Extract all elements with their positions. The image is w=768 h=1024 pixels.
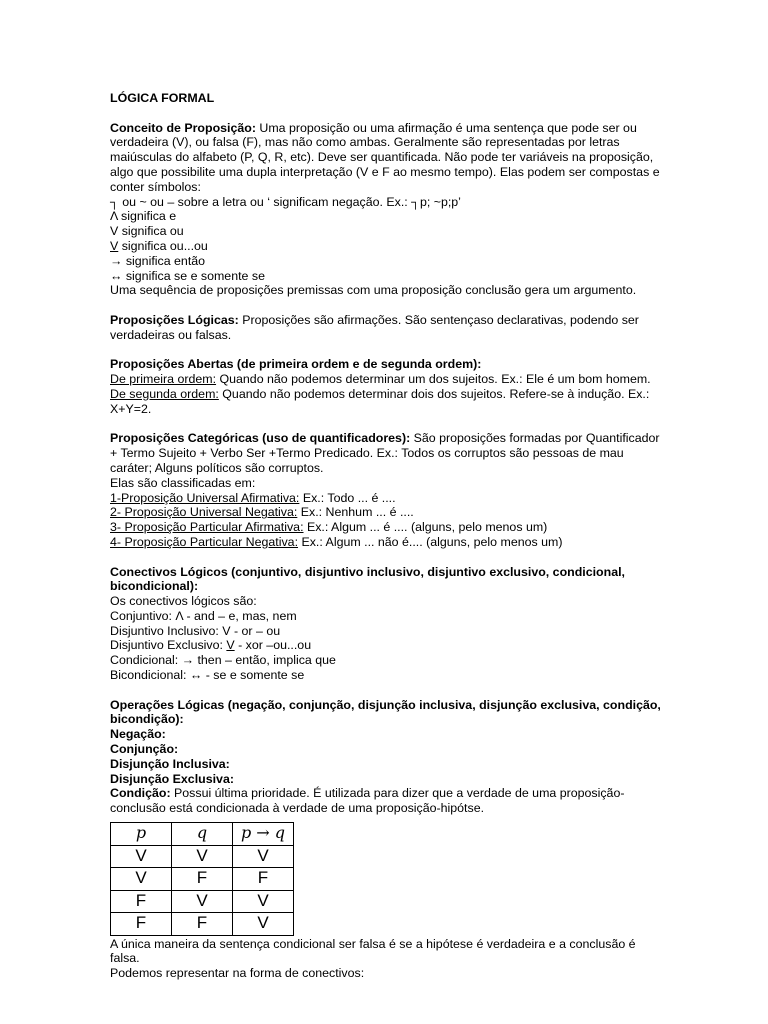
condicao-text: Possui última prioridade. É utilizada para dizer que a verdade de uma proposição-conclusão está condicionada à verdade de uma proposição-hipótse.	[110, 786, 625, 816]
section-conectivos-heading: Conectivos Lógicos (conjuntivo, disjuntivo inclusivo, disjuntivo exclusivo, condicional, bicondicional):	[110, 564, 625, 594]
section-categoricas	[110, 431, 662, 475]
conectivo-bicondicional: Bicondicional: ↔ - se e somente se	[110, 668, 305, 683]
excl-prefix: Disjuntivo Exclusivo:	[110, 638, 227, 653]
list-item-text: Ex.: Algum ... é .... (alguns, pelo menos um)	[303, 520, 548, 535]
section-heading: Conceito de Proposição:	[110, 120, 256, 135]
list-item-label: 2- Proposição Universal Negativa:	[110, 505, 298, 520]
conectivo-condicional: Condicional: → then – então, implica que	[110, 653, 336, 668]
section-heading: Proposições Lógicas:	[110, 312, 239, 327]
table-cell: V	[172, 890, 233, 913]
list-item	[110, 505, 662, 520]
second-order-text: Quando não podemos determinar dois dos sujeitos. Refere-se à indução. Ex.: X+Y=2.	[110, 386, 650, 416]
table-cell: V	[111, 868, 172, 891]
list-item	[110, 520, 662, 535]
section-logicas	[110, 313, 662, 343]
symbol-xor	[110, 239, 662, 254]
section-abertas-heading: Proposições Abertas (de primeira ordem e de segunda ordem):	[110, 357, 482, 372]
table-cell: F	[172, 913, 233, 936]
conectivo-conjuntivo: Conjuntivo: Λ - and – e, mas, nem	[110, 608, 297, 623]
list-item-label: 4- Proposição Particular Negativa:	[110, 534, 299, 549]
op-negacao: Negação:	[110, 727, 166, 742]
document-title: LÓGICA FORMAL	[110, 91, 215, 105]
table-cell: V	[233, 890, 294, 913]
document-page	[110, 91, 662, 981]
section-text: Uma proposição ou uma afirmação é uma sentença que pode ser ou verdadeira (V), ou falsa (F), mas não como ambas. Geralmente são representadas por letras maiúsculas do alfabeto (P, Q, R, etc). Deve ser quantificada. Não pode ter variáveis na proposição, algo que possibilite uma dupla interpretação (V e F ao mesmo tempo). Elas podem ser compostas e conter símbolos:	[110, 120, 660, 194]
conectivo-disjuntivo-exclusivo	[110, 638, 662, 653]
table-cell: V	[233, 913, 294, 936]
section-text: São proposições formadas por Quantificador + Termo Sujeito + Verbo Ser +Termo Predicado. Ex.: Todos os corruptos são pessoas de mau caráter; Alguns políticos são corruptos.	[110, 431, 660, 475]
table-header-cell: p	[111, 823, 172, 846]
symbol-negation: ┐ ou ~ ou – sobre a letra ou ‘ significam negação. Ex.: ┐p; ~p;p’	[110, 194, 461, 209]
section-operacoes-heading: Operações Lógicas (negação, conjunção, disjunção inclusiva, disjunção exclusiva, condição, bicondição):	[110, 697, 661, 727]
first-order-label: De primeira ordem:	[110, 372, 217, 387]
table-cell: F	[111, 890, 172, 913]
xor-symbol: V	[110, 238, 119, 253]
table-cell: V	[172, 845, 233, 868]
truth-table	[110, 822, 294, 936]
conectivos-intro: Os conectivos lógicos são:	[110, 594, 257, 609]
symbol-or: V significa ou	[110, 224, 184, 239]
second-order-label: De segunda ordem:	[110, 386, 219, 401]
table-row	[111, 890, 294, 913]
connectives-intro: Podemos representar na forma de conectivos:	[110, 966, 365, 981]
table-row	[111, 845, 294, 868]
op-condicao	[110, 786, 662, 816]
table-row	[111, 868, 294, 891]
table-cell: F	[172, 868, 233, 891]
table-row	[111, 913, 294, 936]
table-cell: V	[111, 845, 172, 868]
excl-suffix: - xor –ou...ou	[234, 638, 312, 653]
first-order-text: Quando não podemos determinar um dos sujeitos. Ex.: Ele é um bom homem.	[216, 372, 651, 387]
excl-symbol: V	[226, 638, 235, 653]
argument-sentence: Uma sequência de proposições premissas com uma proposição conclusão gera um argumento.	[110, 283, 637, 298]
conectivo-disjuntivo-inclusivo: Disjuntivo Inclusivo: V - or – ou	[110, 623, 281, 638]
op-conjuncao: Conjunção:	[110, 742, 179, 757]
section-heading: Proposições Categóricas (uso de quantificadores):	[110, 431, 411, 446]
xor-text: significa ou...ou	[118, 238, 208, 253]
op-disjuncao-inclusiva: Disjunção Inclusiva:	[110, 756, 230, 771]
symbol-implication: → significa então	[110, 253, 206, 268]
list-item	[110, 491, 662, 506]
section-conceito	[110, 121, 662, 195]
list-item	[110, 535, 662, 550]
list-item-label: 3- Proposição Particular Afirmativa:	[110, 520, 304, 535]
classified-intro: Elas são classificadas em:	[110, 475, 256, 490]
table-cell: F	[111, 913, 172, 936]
table-header-cell: q	[172, 823, 233, 846]
list-item-text: Ex.: Algum ... não é.... (alguns, pelo menos um)	[298, 534, 563, 549]
table-cell: F	[233, 868, 294, 891]
second-order	[110, 387, 662, 417]
op-disjuncao-exclusiva: Disjunção Exclusiva:	[110, 771, 234, 786]
first-order	[110, 372, 662, 387]
table-header-cell: p → q	[233, 823, 294, 846]
table-cell: V	[233, 845, 294, 868]
condicao-label: Condição:	[110, 786, 171, 801]
table-header-row	[111, 823, 294, 846]
symbol-biconditional: ↔ significa se e somente se	[110, 268, 265, 283]
symbol-and: Λ significa e	[110, 209, 177, 224]
section-text: Proposições são afirmações. São sentençaso declarativas, podendo ser verdadeiras ou falsas.	[110, 312, 639, 342]
list-item-text: Ex.: Todo ... é ....	[299, 490, 396, 505]
list-item-label: 1-Proposição Universal Afirmativa:	[110, 490, 300, 505]
conclusion-paragraph: A única maneira da sentença condicional ser falsa é se a hipótese é verdadeira e a conclusão é falsa.	[110, 936, 636, 966]
list-item-text: Ex.: Nenhum ... é ....	[297, 505, 414, 520]
